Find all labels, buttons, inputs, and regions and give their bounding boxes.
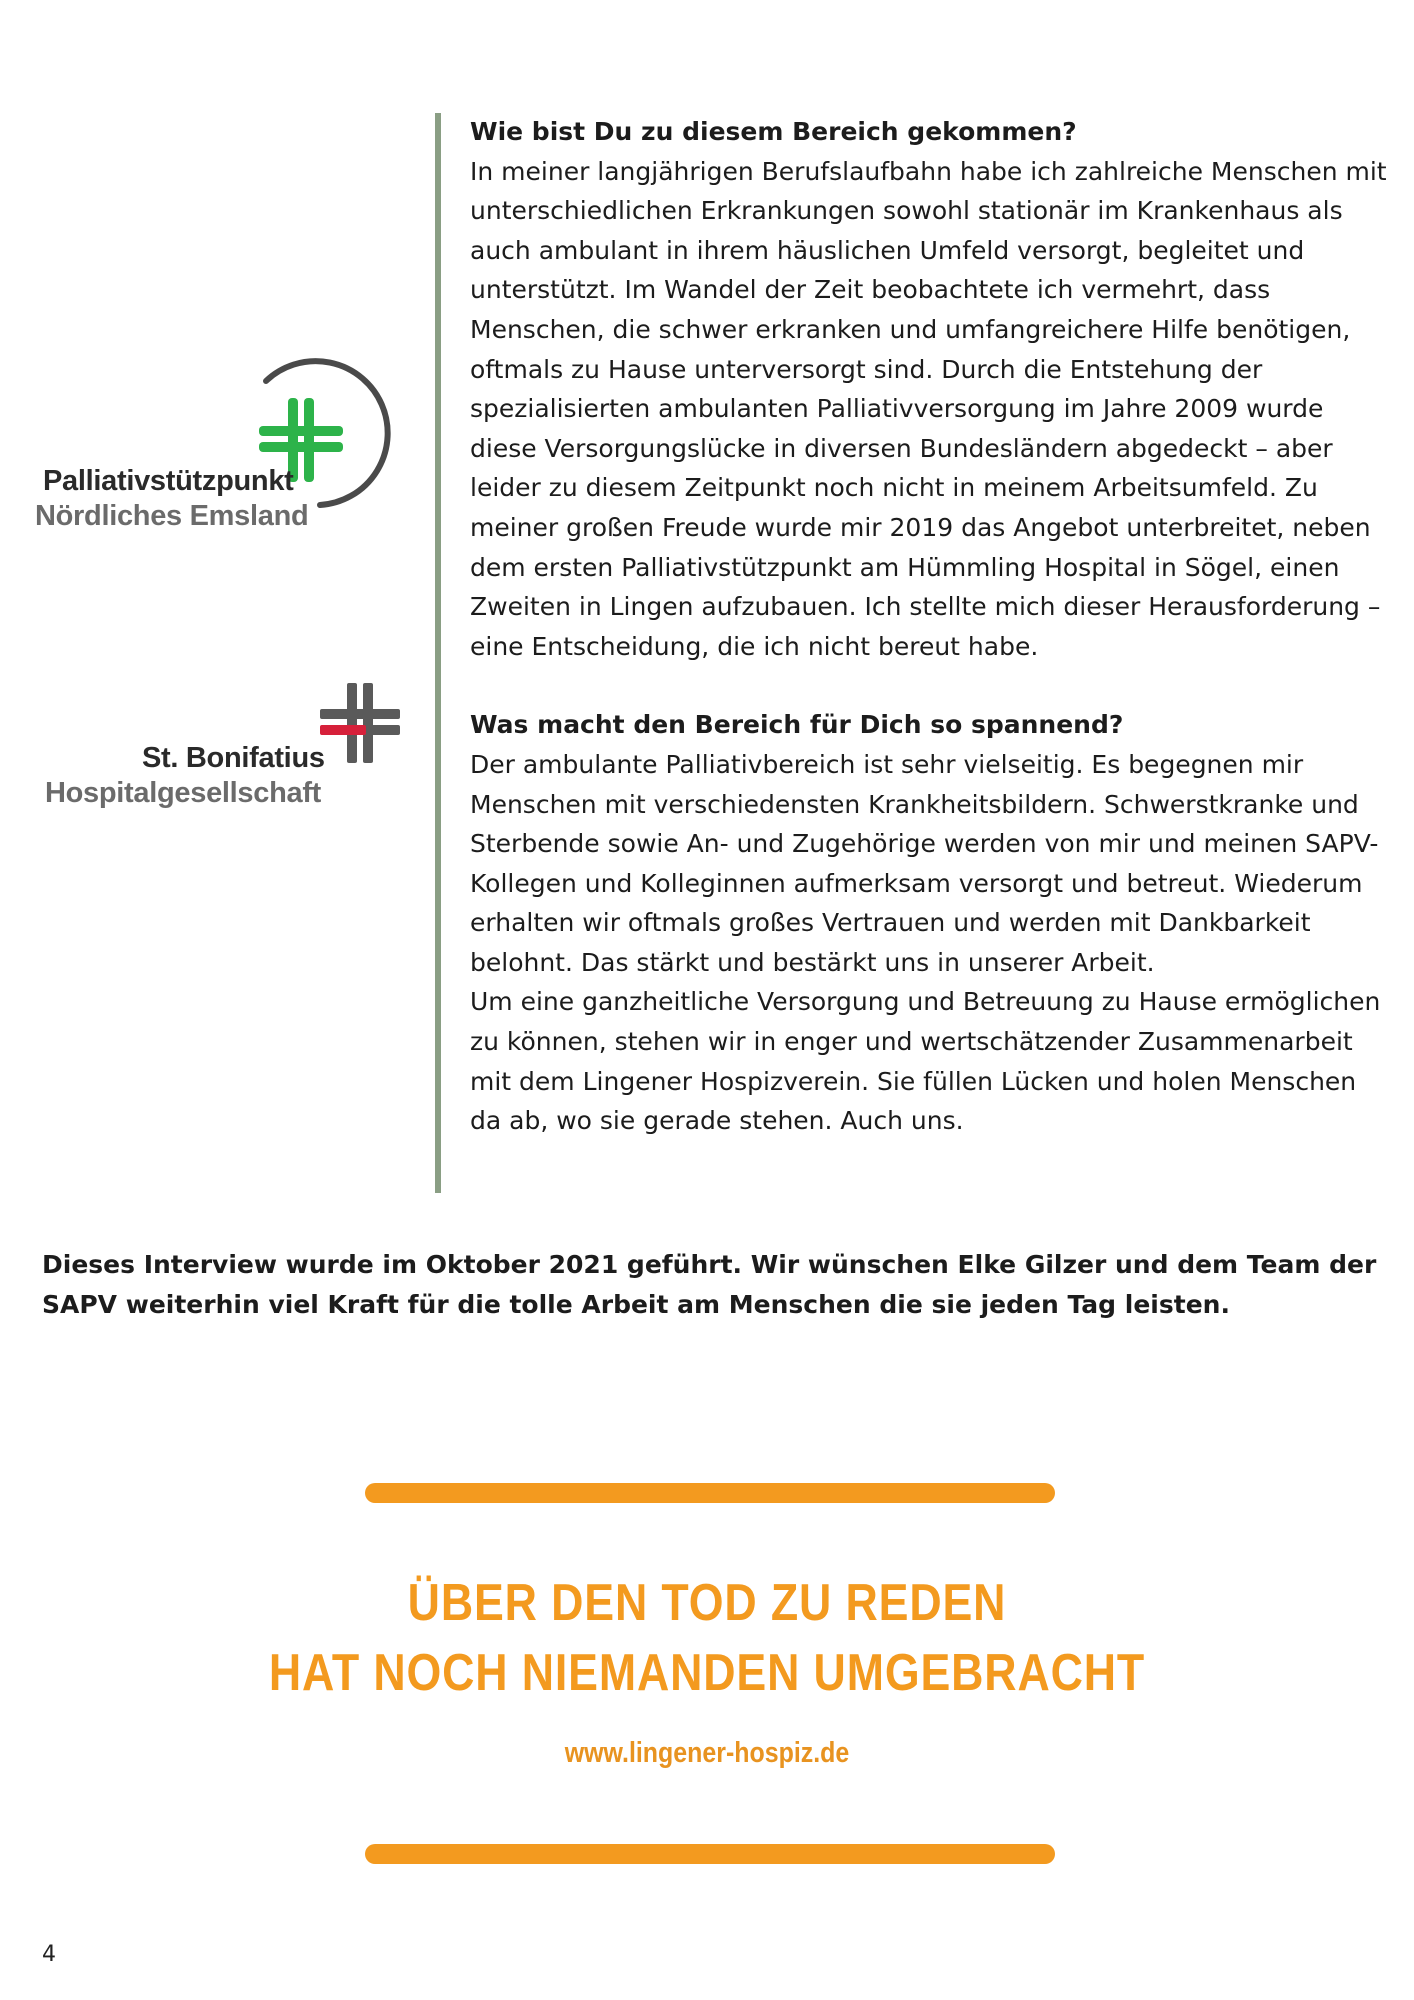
answer-2-continued: Um eine ganzheitliche Versorgung und Betreuung zu Hause ermöglichen zu können, stehen wir in enger und wertschätzender Zusammenarbeit mit dem Lingener Hospizverein. Sie füllen Lücken und holen Menschen da ab, wo sie gerade stehen. Auch uns. bbox=[470, 987, 1381, 1136]
answer-1: In meiner langjährigen Berufslaufbahn habe ich zahlreiche Menschen mit unterschiedlichen Erkrankungen sowohl stationär im Krankenhaus als auch ambulant in ihrem häuslichen Umfeld versorgt, begleitet und unterstützt. Im Wandel der Zeit beobachtete ich vermehrt, dass Menschen, die schwer erkranken und umfangreichere Hilfe benötigen, oftmals zu Hause unterversorgt sind. Durch die Entstehung der spezialisierten ambulanten Palliativversorgung im Jahre 2009 wurde diese Versorgungslücke in diversen Bundesländern abgedeckt – aber leider zu diesem Zeitpunkt noch nicht in meinem Arbeitsumfeld. Zu meiner großen Freude wurde mir 2019 das Angebot unterbreitet, neben dem ersten Palliativstützpunkt am Hümmling Hospital in Sögel, einen Zweiten in Lingen aufzubauen. Ich stellte mich dieser Herausforderung – eine Entscheidung, die ich nicht bereut habe. bbox=[470, 156, 1387, 661]
interview-section bbox=[470, 112, 1390, 1141]
palliativ-logo-line2: Nördliches Emsland bbox=[35, 500, 309, 532]
palliativ-logo-line1: Palliativstützpunkt bbox=[43, 465, 294, 497]
bonifatius-logo-line1: St. Bonifatius bbox=[142, 742, 325, 774]
bonifatius-logo bbox=[40, 680, 400, 820]
website-link[interactable]: www.lingener-hospiz.de bbox=[564, 1737, 850, 1769]
palliativstuetzpunkt-logo bbox=[30, 355, 420, 535]
question-2: Was macht den Bereich für Dich so spannend? bbox=[470, 710, 1124, 740]
slogan-line-2: HAT NOCH NIEMANDEN UMGEBRACHT bbox=[268, 1644, 1146, 1702]
bonifatius-logo-line2: Hospitalgesellschaft bbox=[45, 777, 322, 809]
vertical-divider bbox=[435, 113, 441, 1193]
slogan-line-1: ÜBER DEN TOD ZU REDEN bbox=[407, 1574, 1007, 1632]
banner-bar-top bbox=[365, 1483, 1055, 1503]
banner-bar-bottom bbox=[365, 1844, 1055, 1864]
closing-note: Dieses Interview wurde im Oktober 2021 geführt. Wir wünschen Elke Gilzer und dem Team der SAPV weiterhin viel Kraft für die tolle Arbeit am Menschen die sie jeden Tag leisten. bbox=[42, 1250, 1377, 1319]
page-number: 4 bbox=[42, 1942, 56, 1967]
question-1: Wie bist Du zu diesem Bereich gekommen? bbox=[470, 117, 1077, 146]
answer-2: Der ambulante Palliativbereich ist sehr vielseitig. Es begegnen mir Menschen mit verschiedensten Krankheitsbildern. Schwerstkranke und Sterbende sowie An- und Zugehörige werden von mir und meinen SAPV-Kollegen und Kolleginnen aufmerksam versorgt und betreut. Wiederum erhalten wir oftmals großes Vertrauen und werden mit Dankbarkeit belohnt. Das stärkt und bestärkt uns in unserer Arbeit. bbox=[470, 749, 1379, 977]
